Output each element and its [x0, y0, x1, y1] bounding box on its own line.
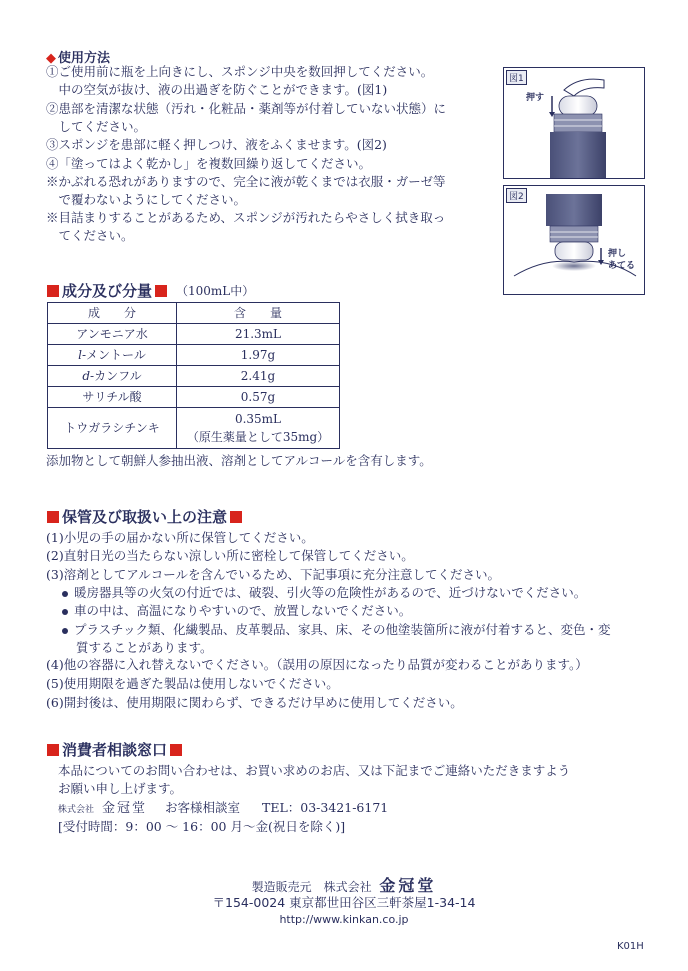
footer-url: http://www.kinkan.co.jp	[279, 913, 409, 926]
ingredient-name: サリチル酸	[48, 387, 177, 408]
bullet-icon	[62, 591, 68, 597]
consult-contact	[58, 799, 388, 819]
ingredients-heading	[44, 280, 254, 301]
footer-address: 〒154-0024 東京都世田谷区三軒茶屋1-34-14	[212, 895, 476, 910]
consult-title: 消費者相談窓口	[62, 741, 168, 759]
figure-1	[503, 67, 645, 179]
ingredients-title: 成分及び分量	[62, 282, 153, 300]
storage-line-text: 車の中は、高温になりやすいので、放置しないでください。	[74, 603, 412, 618]
company-name: 金冠堂	[102, 801, 148, 816]
figure-2-label: 図2	[506, 188, 527, 203]
consult-tel: TEL：03-3421-6171	[262, 800, 389, 815]
ingredient-amount	[177, 387, 340, 408]
table-header-row	[48, 303, 340, 324]
storage-line-text: 質することがあります。	[76, 640, 213, 655]
storage-title: 保管及び取扱い上の注意	[62, 508, 228, 526]
figure-1-illustration	[504, 68, 644, 178]
storage-line	[62, 621, 611, 639]
red-square-icon	[47, 744, 59, 756]
storage-line	[46, 566, 500, 584]
usage-line: ④「塗ってはよく乾かし」を複数回繰り返してください。	[46, 156, 372, 171]
storage-line-text: (5)使用期限を過ぎた製品は使用しないでください。	[46, 676, 339, 691]
maker-name: 金冠堂	[379, 876, 437, 895]
table-row	[48, 366, 340, 387]
red-square-icon	[230, 511, 242, 523]
usage-line: ③スポンジを患部に軽く押しつけ、液をふくませます。(図2)	[46, 137, 387, 152]
company-prefix: 株式会社	[58, 805, 95, 815]
header-name: 成 分	[48, 303, 177, 324]
red-square-icon	[47, 285, 59, 297]
diamond-icon: ◆	[46, 51, 56, 66]
table-row	[48, 324, 340, 345]
storage-line-text: プラスチック類、化繊製品、皮革製品、家具、床、その他塗装箇所に液が付着すると、変色・変	[74, 622, 611, 637]
storage-line	[46, 694, 463, 712]
storage-line	[62, 602, 411, 620]
red-square-icon	[155, 285, 167, 297]
header-amount: 含 量	[177, 303, 340, 324]
product-code: K01H	[617, 941, 644, 952]
ingredient-name: アンモニア水	[48, 324, 177, 345]
table-row	[48, 345, 340, 366]
storage-line	[46, 675, 339, 693]
figure-2-text-1: 押し	[608, 249, 627, 259]
figure-2	[503, 185, 645, 295]
table-row	[48, 387, 340, 408]
additives-text: 添加物として朝鮮人参抽出液、溶剤としてアルコールを含有します。	[46, 453, 432, 468]
storage-line	[46, 656, 588, 674]
usage-line: ※かぶれる恐れがありますので、完全に液が乾くまでは衣服・ガーゼ等	[46, 174, 446, 189]
figure-1-text: 押す	[526, 93, 545, 103]
consult-line-2: お願い申し上げます。	[58, 781, 183, 796]
bullet-icon	[62, 609, 68, 615]
ingredient-amount-value: 2.41g	[240, 369, 276, 383]
ingredient-amount-value: 0.35mL	[234, 412, 282, 426]
storage-line-text: (1)小児の手の届かない所に保管してください。	[46, 530, 314, 545]
ingredient-amount-value: 0.57g	[240, 390, 276, 404]
red-square-icon	[47, 511, 59, 523]
usage-line: てください。	[46, 228, 134, 243]
table-row	[48, 408, 340, 449]
red-square-icon	[170, 744, 182, 756]
bullet-icon	[62, 628, 68, 634]
figure-1-label: 図1	[506, 70, 527, 85]
ingredient-amount	[177, 345, 340, 366]
ingredient-amount	[177, 366, 340, 387]
ingredient-name: l-メントール	[48, 345, 177, 366]
ingredient-name: d-カンフル	[48, 366, 177, 387]
consult-office: お客様相談室	[165, 800, 241, 815]
storage-line	[46, 529, 314, 547]
usage-line: で覆わないようにしてください。	[46, 192, 247, 207]
figure-2-text-2: あてる	[608, 261, 636, 271]
consult-heading	[44, 739, 185, 760]
storage-line	[62, 584, 586, 602]
usage-line: ※目詰まりすることがあるため、スポンジが汚れたらやさしく拭き取っ	[46, 210, 446, 225]
ingredients-unit-note: （100mL中）	[176, 284, 255, 298]
ingredient-amount	[177, 408, 340, 449]
ingredient-name: トウガラシチンキ	[48, 408, 177, 449]
storage-line-text: (6)開封後は、使用期限に関わらず、できるだけ早めに使用してください。	[46, 695, 463, 710]
storage-line-text: (3)溶剤としてアルコールを含んでいるため、下記事項に充分注意してください。	[46, 567, 500, 582]
ingredient-amount-note: （原生薬量として35mg）	[186, 430, 330, 444]
storage-heading	[44, 506, 245, 527]
consult-line-1: 本品についてのお問い合わせは、お買い求めのお店、又は下記までご連絡いただきますよう	[58, 763, 571, 778]
usage-title: 使用方法	[58, 51, 111, 66]
maker-prefix: 製造販売元 株式会社	[251, 880, 372, 894]
ingredient-amount-value: 1.97g	[240, 348, 276, 362]
consult-hours: [受付時間：9：00 ～ 16：00 月～金(祝日を除く)]	[58, 819, 346, 834]
storage-line	[76, 639, 213, 657]
storage-line-text: 暖房器具等の火気の付近では、破裂、引火等の危険性があるので、近づけないでください。	[74, 585, 587, 600]
ingredient-amount-value: 21.3mL	[234, 327, 282, 341]
usage-line: してください。	[46, 119, 147, 134]
storage-line-text: (2)直射日光の当たらない涼しい所に密栓して保管してください。	[46, 548, 414, 563]
usage-line: 中の空気が抜け、液の出過ぎを防ぐことができます。(図1)	[46, 82, 388, 97]
ingredients-table	[47, 302, 340, 449]
storage-line	[46, 547, 414, 565]
ingredient-amount	[177, 324, 340, 345]
usage-line: ②患部を清潔な状態（汚れ・化粧品・薬剤等が付着していない状態）に	[46, 101, 447, 116]
figure-2-illustration	[504, 186, 644, 294]
storage-line-text: (4)他の容器に入れ替えないでください。（誤用の原因になったり品質が変わることがあります。）	[46, 657, 588, 672]
usage-line: ①ご使用前に瓶を上向きにし、スポンジ中央を数回押してください。	[46, 64, 434, 79]
